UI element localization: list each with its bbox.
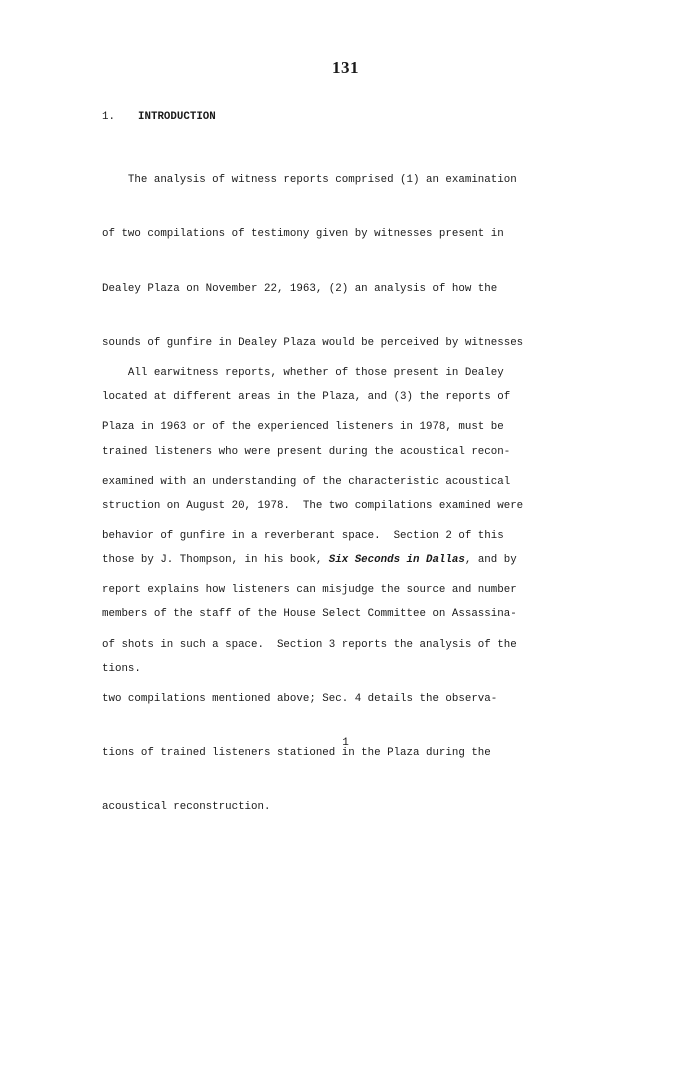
text-line: tions of trained listeners stationed in the Plaza during the [102, 747, 491, 760]
section-heading [102, 108, 216, 126]
text-line: Plaza in 1963 or of the experienced listeners in 1978, must be [102, 421, 504, 434]
text-line: two compilations mentioned above; Sec. 4 details the observa- [102, 692, 498, 705]
text-line: trained listeners who were present during the acoustical recon- [102, 445, 511, 458]
page-header-number: 131 [332, 58, 359, 77]
text-segment: , and by [464, 554, 517, 567]
text-line: struction on August 20, 1978. The two compilations examined were [102, 499, 524, 512]
book-title: Six Seconds in Dallas [328, 554, 465, 567]
text-line: sounds of gunfire in Dealey Plaza would be perceived by witnesses [102, 337, 524, 350]
text-line: of two compilations of testimony given by witnesses present in [102, 228, 504, 241]
section-title: INTRODUCTION [138, 111, 216, 123]
text-line: Dealey Plaza on November 22, 1963, (2) an analysis of how the [102, 282, 498, 295]
text-segment: those by J. Thompson, in his book, [102, 554, 329, 567]
text-line: acoustical reconstruction. [102, 801, 271, 814]
text-line: behavior of gunfire in a reverberant space. Section 2 of this [102, 530, 504, 543]
text-line: All earwitness reports, whether of those present in Dealey [102, 367, 504, 380]
introduction-paragraph-2 [102, 328, 592, 835]
text-line: examined with an understanding of the characteristic acoustical [102, 475, 511, 488]
section-number: 1. [102, 111, 115, 123]
text-line: located at different areas in the Plaza, and (3) the reports of [102, 391, 511, 404]
text-line: of shots in such a space. Section 3 reports the analysis of the [102, 638, 517, 651]
text-line: members of the staff of the House Select Committee on Assassina- [102, 608, 517, 621]
text-line: report explains how listeners can misjudge the source and number [102, 584, 517, 597]
text-line: tions. [102, 662, 141, 675]
text-line: The analysis of witness reports comprised (1) an examination [102, 174, 517, 187]
page-footer-number: 1 [342, 737, 349, 749]
